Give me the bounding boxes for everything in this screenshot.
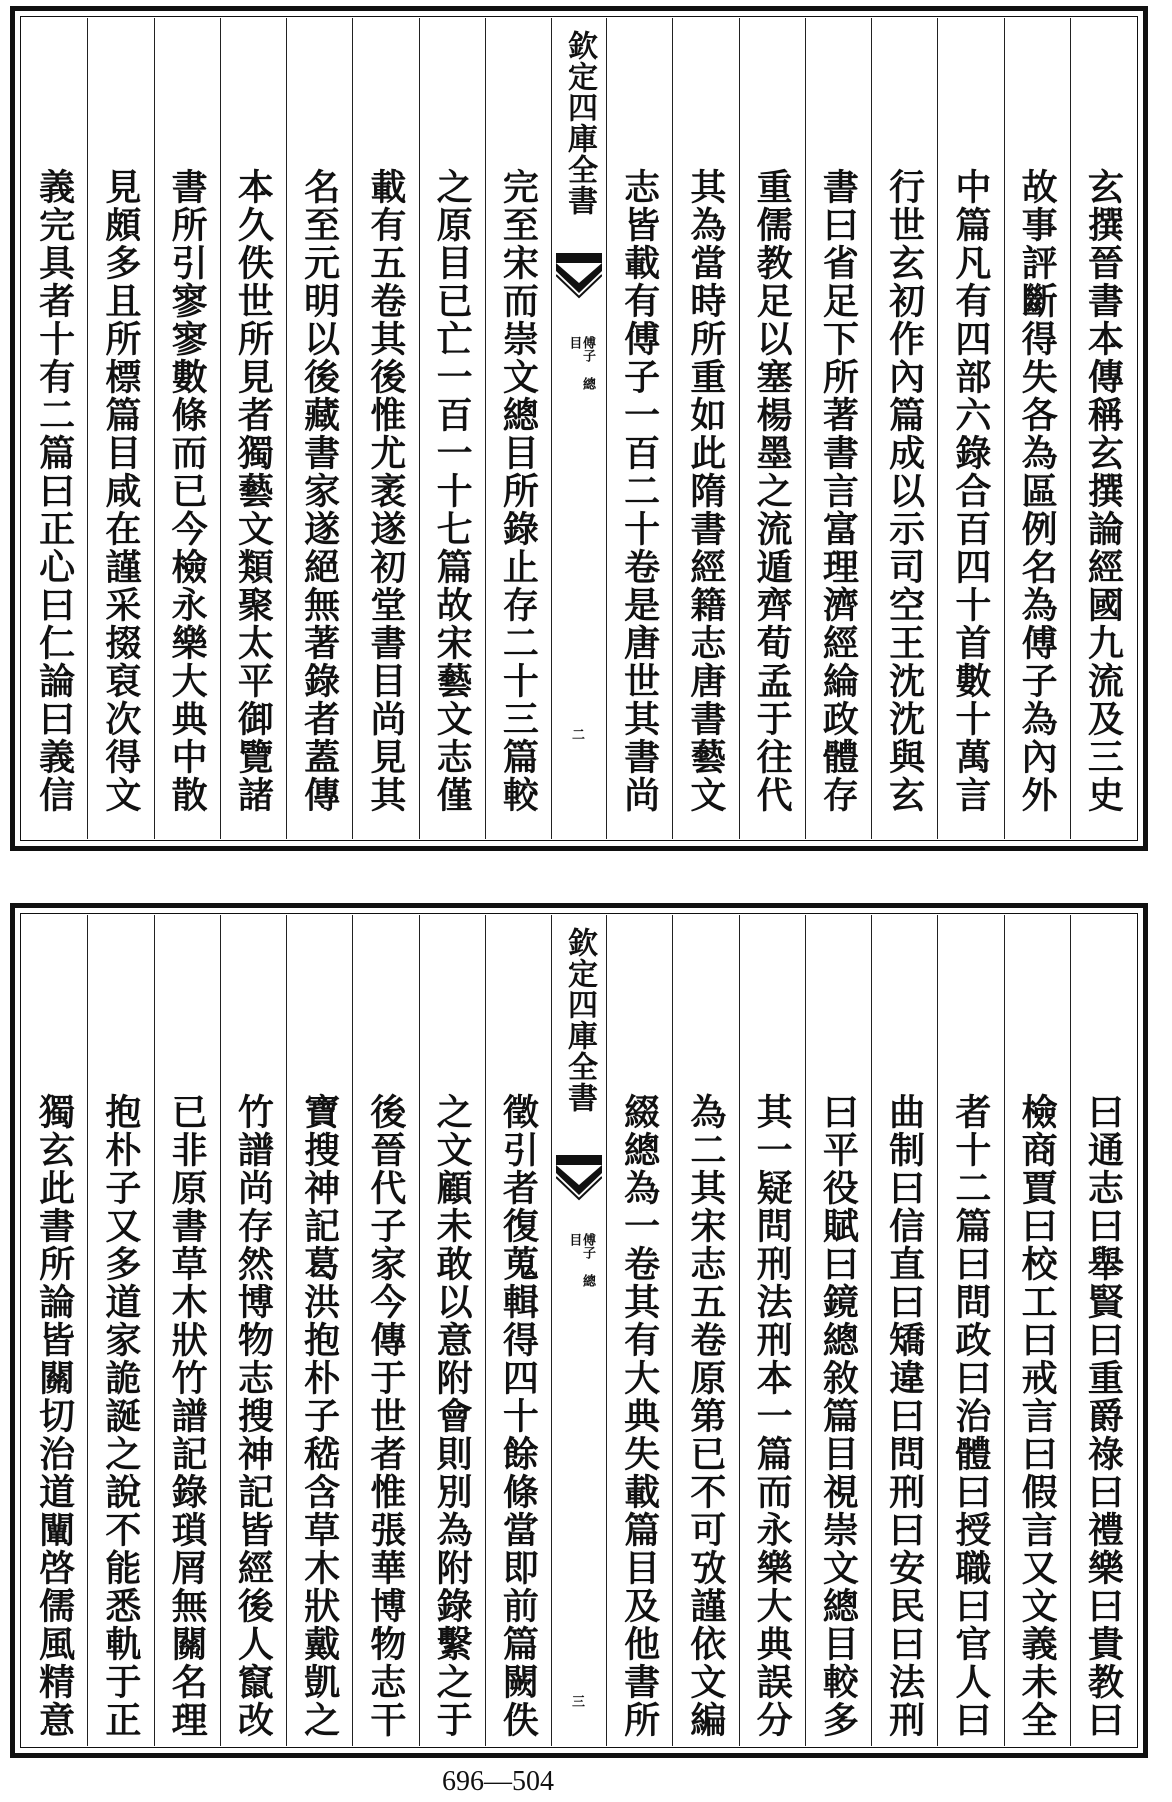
column-text: 志皆載有傅子一百二十卷是唐世其書尚: [618, 168, 661, 814]
text-column: [739, 915, 805, 1746]
book-title: 欽定四庫全書: [562, 927, 597, 1113]
text-column: [1070, 915, 1136, 1746]
text-column: [606, 18, 672, 839]
text-column: [1070, 18, 1136, 839]
column-text: 曰平役賦曰鏡總敘篇目視崇文總目較多: [817, 1093, 860, 1739]
text-column: [805, 915, 871, 1746]
column-text: 完至宋而崇文總目所錄止存二十三篇較: [497, 168, 540, 814]
column-text: 見頗多且所標篇目咸在謹采掇裒次得文: [99, 168, 142, 814]
text-column: [606, 915, 672, 1746]
column-text: 之原目已亡一百一十七篇故宋藝文志僅: [431, 168, 474, 814]
fish-tail-mark-icon: [556, 1155, 602, 1201]
text-column: [286, 18, 352, 839]
column-text: 獨玄此書所論皆關切治道闡啓儒風精意: [33, 1093, 76, 1739]
text-column: [672, 915, 738, 1746]
text-column: [419, 18, 485, 839]
column-text: 曲制曰信直曰矯違曰問刑曰安民曰法刑: [883, 1093, 926, 1739]
text-column: [1004, 915, 1070, 1746]
column-text: 綴總為一卷其有大典失載篇目及他書所: [618, 1093, 661, 1739]
column-text: 寶搜神記葛洪抱朴子嵇含草木狀戴凱之: [298, 1093, 341, 1739]
text-column: [937, 18, 1003, 839]
column-text: 竹譜尚存然博物志搜神記皆經後人竄改: [232, 1093, 275, 1739]
column-text: 載有五卷其後惟尤袤遂初堂書目尚見其: [364, 168, 407, 814]
column-text: 已非原書草木狀竹譜記錄瑣屑無關名理: [166, 1093, 209, 1739]
text-column: [937, 915, 1003, 1746]
folio-page-2: [10, 903, 1148, 1758]
column-text: 曰通志曰舉賢曰重爵祿曰禮樂曰貴教曰: [1082, 1093, 1125, 1739]
column-text: 檢商賈曰校工曰戒言曰假言又文義未全: [1016, 1093, 1059, 1739]
column-text: 抱朴子又多道家詭誕之說不能悉軌于正: [99, 1093, 142, 1739]
text-column: [87, 18, 153, 839]
column-text: 其一疑問刑法刑本一篇而永樂大典誤分: [751, 1093, 794, 1739]
text-columns: [22, 18, 1136, 839]
text-column: [154, 18, 220, 839]
column-text: 後晉代子家今傳于世者惟張華博物志干: [364, 1093, 407, 1739]
text-column: [485, 915, 551, 1746]
column-text: 書所引寥寥數條而已今檢永樂大典中散: [166, 168, 209, 814]
center-gutter: [551, 18, 606, 839]
column-text: 重儒教足以塞楊墨之流遁齊荀孟于往代: [751, 168, 794, 814]
footer-reference: 696—504: [442, 1766, 554, 1797]
page-number: 三: [572, 1695, 586, 1710]
text-column: [739, 18, 805, 839]
column-text: 中篇凡有四部六錄合百四十首數十萬言: [949, 168, 992, 814]
text-column: [352, 915, 418, 1746]
column-text: 之文顧未敢以意附會則別為附錄繫之于: [431, 1093, 474, 1739]
column-text: 者十二篇曰問政曰治體曰授職曰官人曰: [949, 1093, 992, 1739]
column-text: 其為當時所重如此隋書經籍志唐書藝文: [684, 168, 727, 814]
column-text: 義完具者十有二篇曰正心曰仁論曰義信: [33, 168, 76, 814]
text-column: [352, 18, 418, 839]
text-column: [220, 18, 286, 839]
text-column: [419, 915, 485, 1746]
text-column: [220, 915, 286, 1746]
text-column: [22, 915, 87, 1746]
book-title: 欽定四庫全書: [562, 30, 597, 216]
text-column: [87, 915, 153, 1746]
text-column: [1004, 18, 1070, 839]
text-columns: [22, 915, 1136, 1746]
column-text: 本久佚世所見者獨藝文類聚太平御覽諸: [232, 168, 275, 814]
column-text: 為二其宋志五卷原第已不可攷謹依文編: [684, 1093, 727, 1739]
column-text: 名至元明以後藏書家遂絕無著錄者蓋傳: [298, 168, 341, 814]
page-footer: [0, 1766, 1172, 1798]
text-column: [154, 915, 220, 1746]
folio-page-1: [10, 6, 1148, 851]
text-column: [485, 18, 551, 839]
column-text: 行世玄初作內篇成以示司空王沈沈與玄: [883, 168, 926, 814]
text-column: [22, 18, 87, 839]
column-text: 書曰省足下所著書言富理濟經綸政體存: [817, 168, 860, 814]
section-label: 傅子 總目: [566, 336, 595, 390]
text-column: [871, 18, 937, 839]
section-label: 傅子 總目: [566, 1233, 595, 1287]
fish-tail-mark-icon: [556, 253, 602, 299]
text-column: [871, 915, 937, 1746]
text-column: [672, 18, 738, 839]
column-text: 徵引者復蒐輯得四十餘條當即前篇闕佚: [497, 1093, 540, 1739]
column-text: 故事評斷得失各為區例名為傅子為內外: [1016, 168, 1059, 814]
center-gutter: [551, 915, 606, 1746]
text-column: [286, 915, 352, 1746]
text-column: [805, 18, 871, 839]
page-number: 二: [572, 728, 586, 743]
column-text: 玄撰晉書本傳稱玄撰論經國九流及三史: [1082, 168, 1125, 814]
